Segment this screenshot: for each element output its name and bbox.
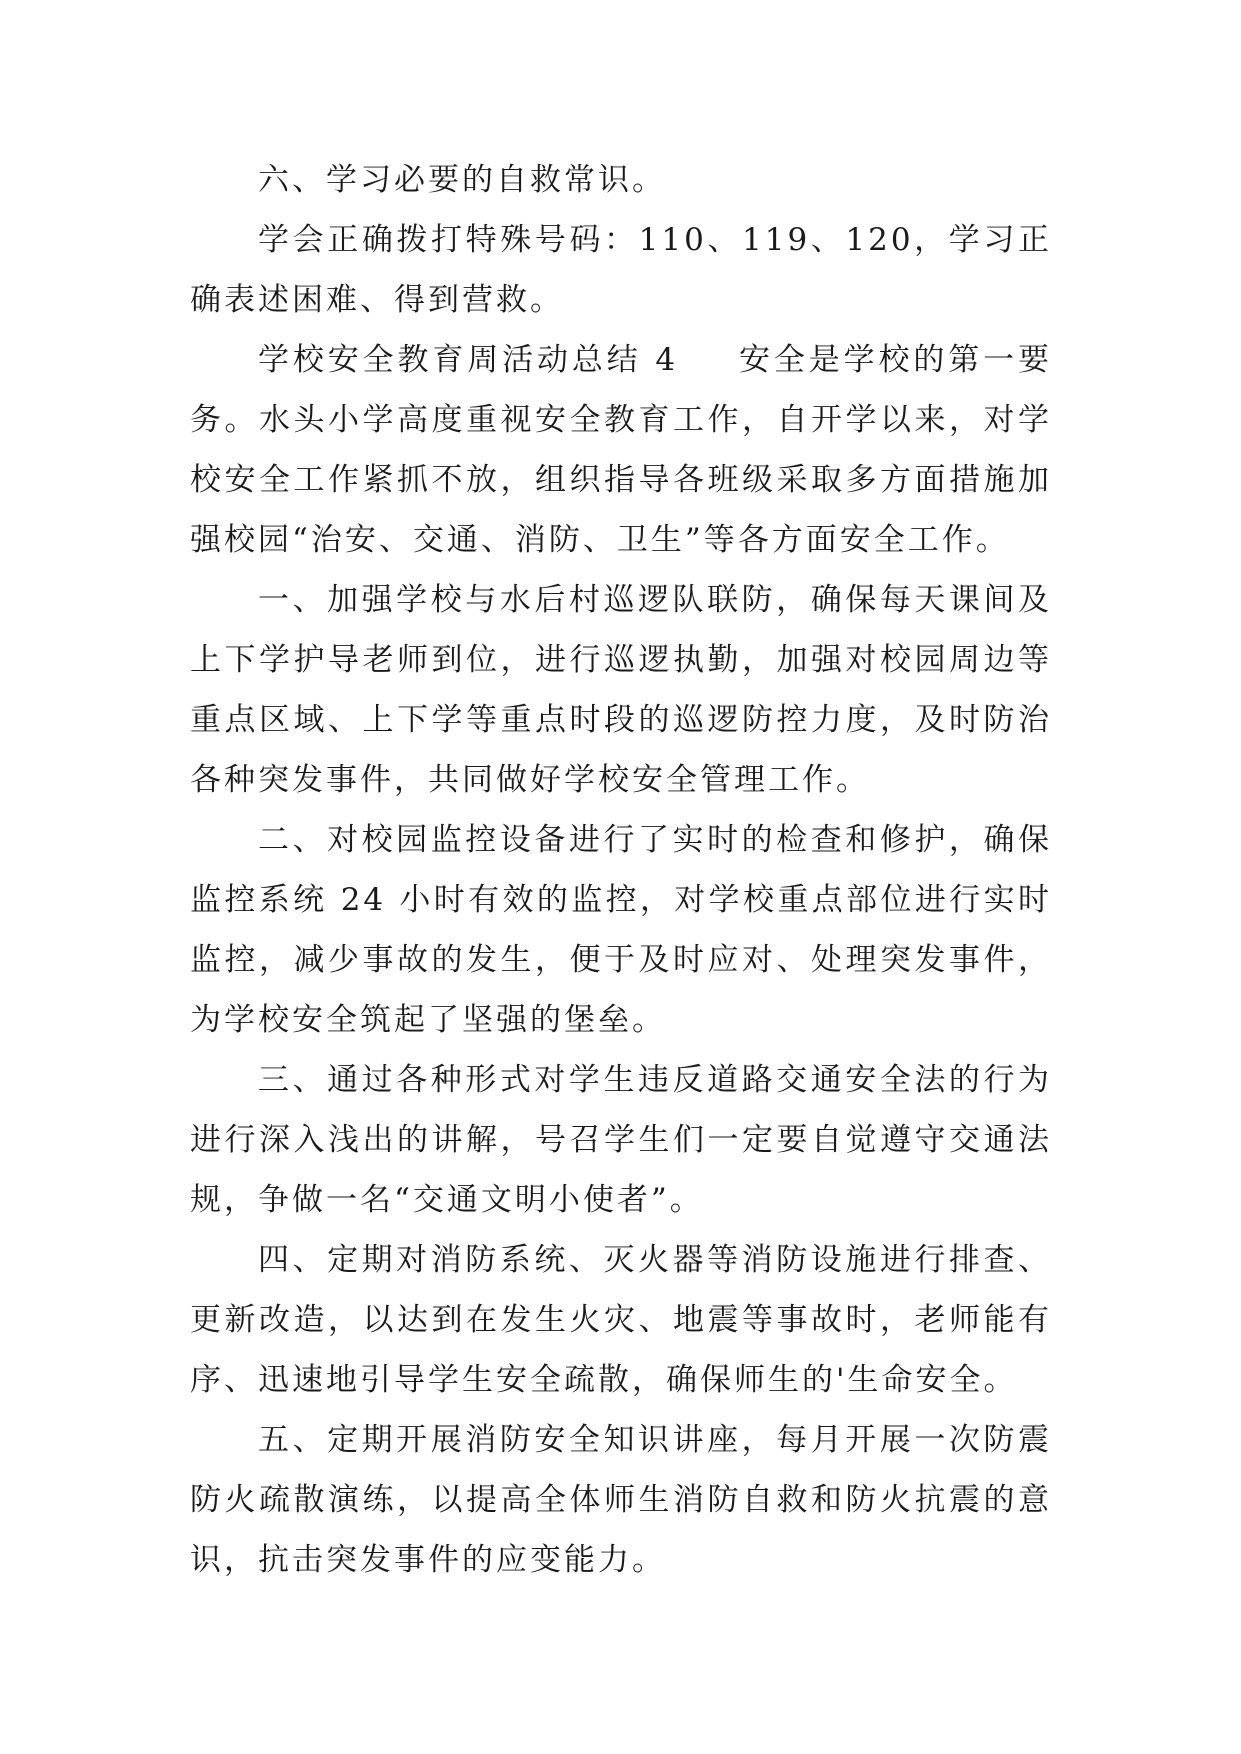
paragraph-item-three: 三、通过各种形式对学生违反道路交通安全法的行为进行深入浅出的讲解，号召学生们一定要自觉遵守交通法规，争做一名“交通文明小使者”。 (190, 1062, 1052, 1218)
section-title: 学校安全教育周活动总结 4 (258, 342, 679, 378)
section-intro-text: 安全是学校的第一要务。水头小学高度重视安全教育工作，自开学以来，对学校安全工作紧抓不放，组织指导各班级采取多方面措施加强校园“治安、交通、消防、卫生”等各方面安全工作。 (190, 342, 1053, 558)
document-body (190, 150, 1052, 1590)
paragraph-section-intro (190, 330, 1052, 570)
paragraph-item-two: 二、对校园监控设备进行了实时的检查和修护，确保监控系统 24 小时有效的监控，对学校重点部位进行实时监控，减少事故的发生，便于及时应对、处理突发事件，为学校安全筑起了坚强的堡垒。 (190, 822, 1052, 1038)
paragraph-emergency-numbers: 学会正确拨打特殊号码：110、119、120，学习正确表述困难、得到营救。 (190, 222, 1052, 318)
paragraph-item-five: 五、定期开展消防安全知识讲座，每月开展一次防震防火疏散演练，以提高全体师生消防自救和防火抗震的意识，抗击突发事件的应变能力。 (190, 1422, 1052, 1578)
paragraph-item-four: 四、定期对消防系统、灭火器等消防设施进行排查、更新改造，以达到在发生火灾、地震等事故时，老师能有序、迅速地引导学生安全疏散，确保师生的'生命安全。 (190, 1242, 1052, 1398)
paragraph-self-rescue-heading: 六、学习必要的自救常识。 (258, 162, 666, 198)
paragraph-item-one: 一、加强学校与水后村巡逻队联防，确保每天课间及上下学护导老师到位，进行巡逻执勤，加强对校园周边等重点区域、上下学等重点时段的巡逻防控力度，及时防治各种突发事件，共同做好学校安全管理工作。 (190, 582, 1052, 798)
